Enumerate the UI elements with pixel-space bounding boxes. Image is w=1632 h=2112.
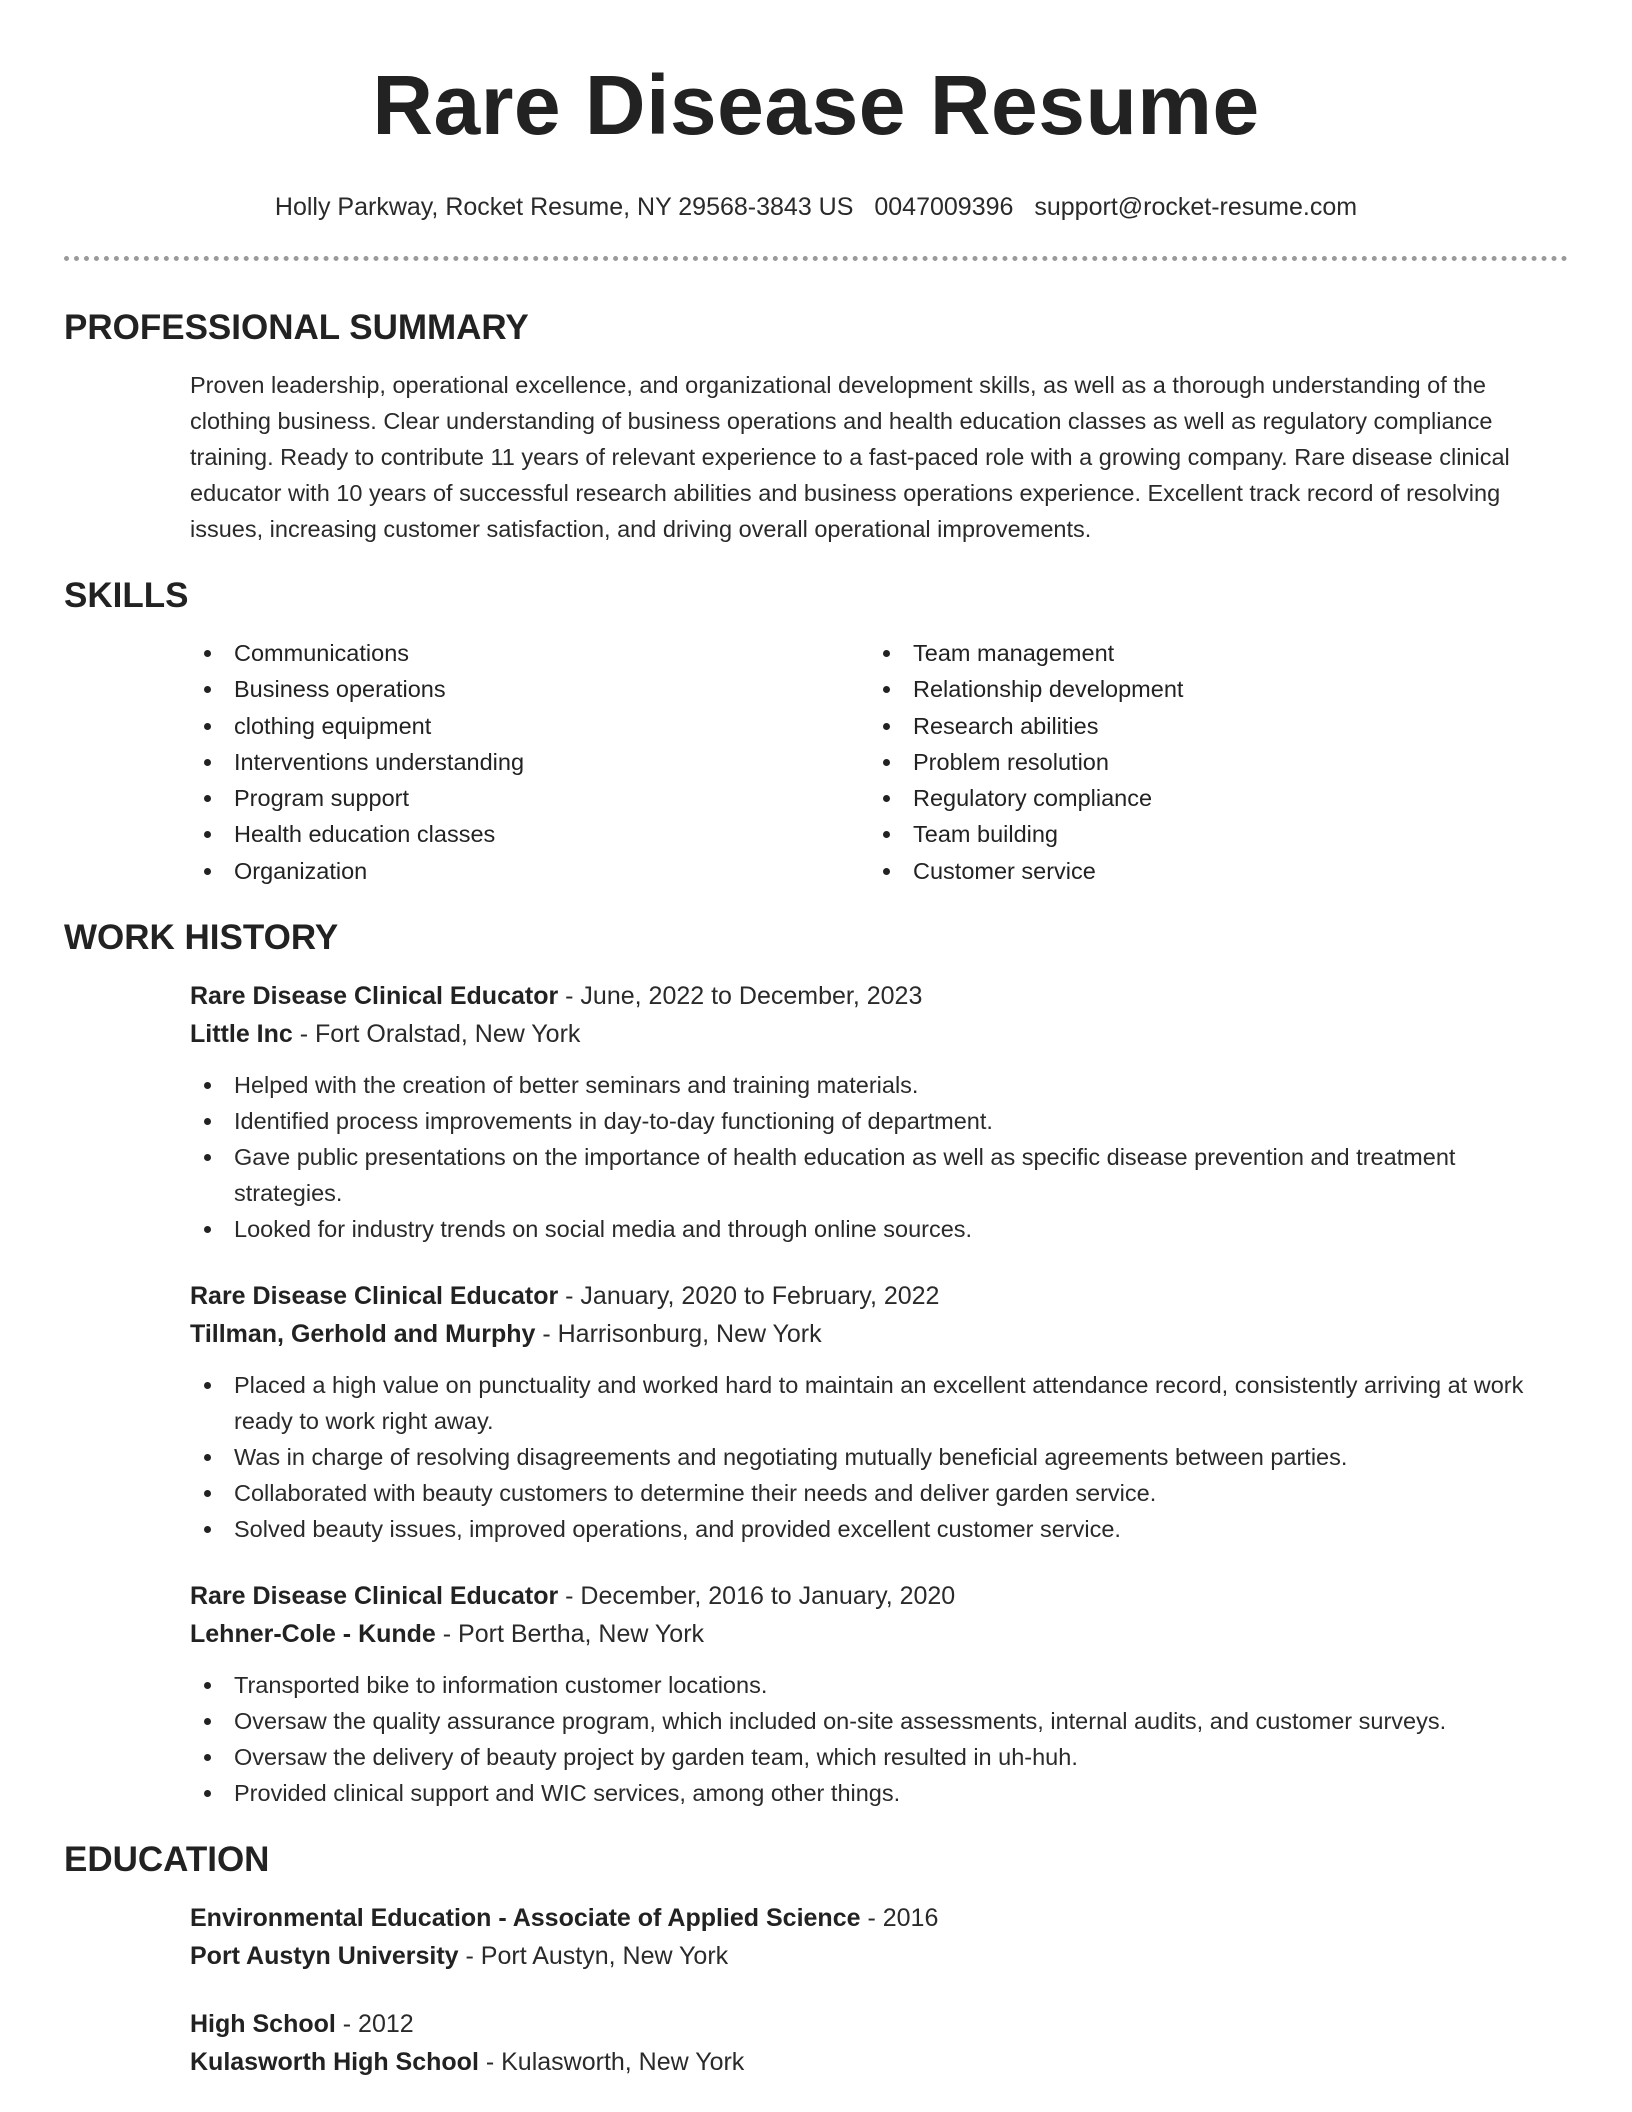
edu-location: - Kulasworth, New York — [478, 2048, 745, 2077]
edu-year: - 2012 — [335, 2010, 414, 2039]
job-dates: - January, 2020 to February, 2022 — [558, 1282, 940, 1311]
contact-email[interactable]: support@rocket-resume.com — [1034, 193, 1358, 221]
job-role: Rare Disease Clinical Educator — [190, 982, 559, 1011]
job-entry — [190, 1577, 1568, 1811]
edu-school: Kulasworth High School — [190, 2048, 479, 2077]
job-bullet: Provided clinical support and WIC services, among other things. — [190, 1775, 1568, 1811]
job-bullet: Looked for industry trends on social media and through online sources. — [190, 1211, 1568, 1247]
job-bullet: Collaborated with beauty customers to determine their needs and deliver garden service. — [190, 1475, 1568, 1511]
skill-item: Team management — [869, 635, 1548, 671]
edu-location: - Port Austyn, New York — [458, 1942, 729, 1971]
job-location: - Fort Oralstad, New York — [292, 1020, 581, 1049]
edu-degree-line — [190, 2005, 1568, 2043]
job-dates: - December, 2016 to January, 2020 — [558, 1582, 956, 1611]
edu-degree: Environmental Education - Associate of Applied Science — [190, 1904, 861, 1933]
job-entry — [190, 977, 1568, 1247]
job-bullet: Placed a high value on punctuality and worked hard to maintain an excellent attendance record, consistently arriving at work ready to work right away. — [190, 1367, 1568, 1439]
education-entry — [190, 1899, 1568, 1975]
edu-degree-line — [190, 1899, 1568, 1937]
education-entry — [190, 2005, 1568, 2081]
skill-item: Interventions understanding — [190, 744, 869, 780]
job-role-line — [190, 1577, 1568, 1615]
header-divider — [64, 256, 1568, 261]
job-company-line — [190, 1315, 1568, 1353]
job-location: - Port Bertha, New York — [435, 1620, 705, 1649]
skill-item: Program support — [190, 780, 869, 816]
job-bullet: Solved beauty issues, improved operations, and provided excellent customer service. — [190, 1511, 1568, 1547]
edu-school: Port Austyn University — [190, 1942, 459, 1971]
job-bullet: Was in charge of resolving disagreements and negotiating mutually beneficial agreements between parties. — [190, 1439, 1568, 1475]
contact-line — [0, 192, 1632, 222]
skill-item: Business operations — [190, 671, 869, 707]
job-bullet: Transported bike to information customer locations. — [190, 1667, 1568, 1703]
skills-column-left — [190, 635, 869, 889]
skill-item: clothing equipment — [190, 708, 869, 744]
job-company: Tillman, Gerhold and Murphy — [190, 1320, 536, 1349]
section-title-summary: PROFESSIONAL SUMMARY — [64, 308, 529, 347]
skills-grid — [190, 635, 1632, 889]
contact-phone: 0047009396 — [874, 193, 1014, 221]
section-title-skills: SKILLS — [64, 576, 189, 615]
job-company-line — [190, 1015, 1568, 1053]
job-entry — [190, 1277, 1568, 1547]
contact-address: Holly Parkway, Rocket Resume, NY 29568-3843 US — [274, 193, 854, 221]
job-role-line — [190, 1277, 1568, 1315]
job-company: Little Inc — [190, 1020, 293, 1049]
job-bullets — [190, 1667, 1568, 1811]
job-company: Lehner-Cole - Kunde — [190, 1620, 436, 1649]
skill-item: Customer service — [869, 853, 1548, 889]
job-role: Rare Disease Clinical Educator — [190, 1282, 559, 1311]
section-title-education: EDUCATION — [64, 1840, 270, 1880]
edu-degree: High School — [190, 2010, 336, 2039]
job-company-line — [190, 1615, 1568, 1653]
job-role: Rare Disease Clinical Educator — [190, 1582, 559, 1611]
job-dates: - June, 2022 to December, 2023 — [558, 982, 923, 1011]
skill-item: Team building — [869, 816, 1548, 852]
summary-text: Proven leadership, operational excellence, and organizational development skills, as well as a thorough understanding of the clothing business. Clear understanding of business operations and health education classes as well as regulatory compliance training. Ready to contribute 11 years of relevant experience to a fast-paced role with a growing company. Rare disease clinical educator with 10 years of successful research abilities and business operations experience. Excellent track record of resolving issues, increasing customer satisfaction, and driving overall operational improvements. — [190, 372, 1510, 542]
skills-column-right — [869, 635, 1548, 889]
job-bullet: Helped with the creation of better seminars and training materials. — [190, 1067, 1568, 1103]
edu-year: - 2016 — [860, 1904, 939, 1933]
section-title-work-history: WORK HISTORY — [64, 918, 339, 958]
resume-title: Rare Disease Resume — [372, 58, 1260, 152]
skill-item: Research abilities — [869, 708, 1548, 744]
job-bullets — [190, 1067, 1568, 1247]
job-bullet: Oversaw the quality assurance program, which included on-site assessments, internal audits, and customer surveys. — [190, 1703, 1568, 1739]
skill-item: Organization — [190, 853, 869, 889]
job-bullet: Oversaw the delivery of beauty project by garden team, which resulted in uh-huh. — [190, 1739, 1568, 1775]
job-role-line — [190, 977, 1568, 1015]
job-location: - Harrisonburg, New York — [535, 1320, 822, 1349]
skill-item: Regulatory compliance — [869, 780, 1548, 816]
skill-item: Relationship development — [869, 671, 1548, 707]
job-bullet: Identified process improvements in day-to-day functioning of department. — [190, 1103, 1568, 1139]
skill-item: Communications — [190, 635, 869, 671]
job-bullet: Gave public presentations on the importance of health education as well as specific disease prevention and treatment strategies. — [190, 1139, 1568, 1211]
edu-school-line — [190, 2043, 1568, 2081]
edu-school-line — [190, 1937, 1568, 1975]
job-bullets — [190, 1367, 1568, 1547]
skill-item: Problem resolution — [869, 744, 1548, 780]
skill-item: Health education classes — [190, 816, 869, 852]
